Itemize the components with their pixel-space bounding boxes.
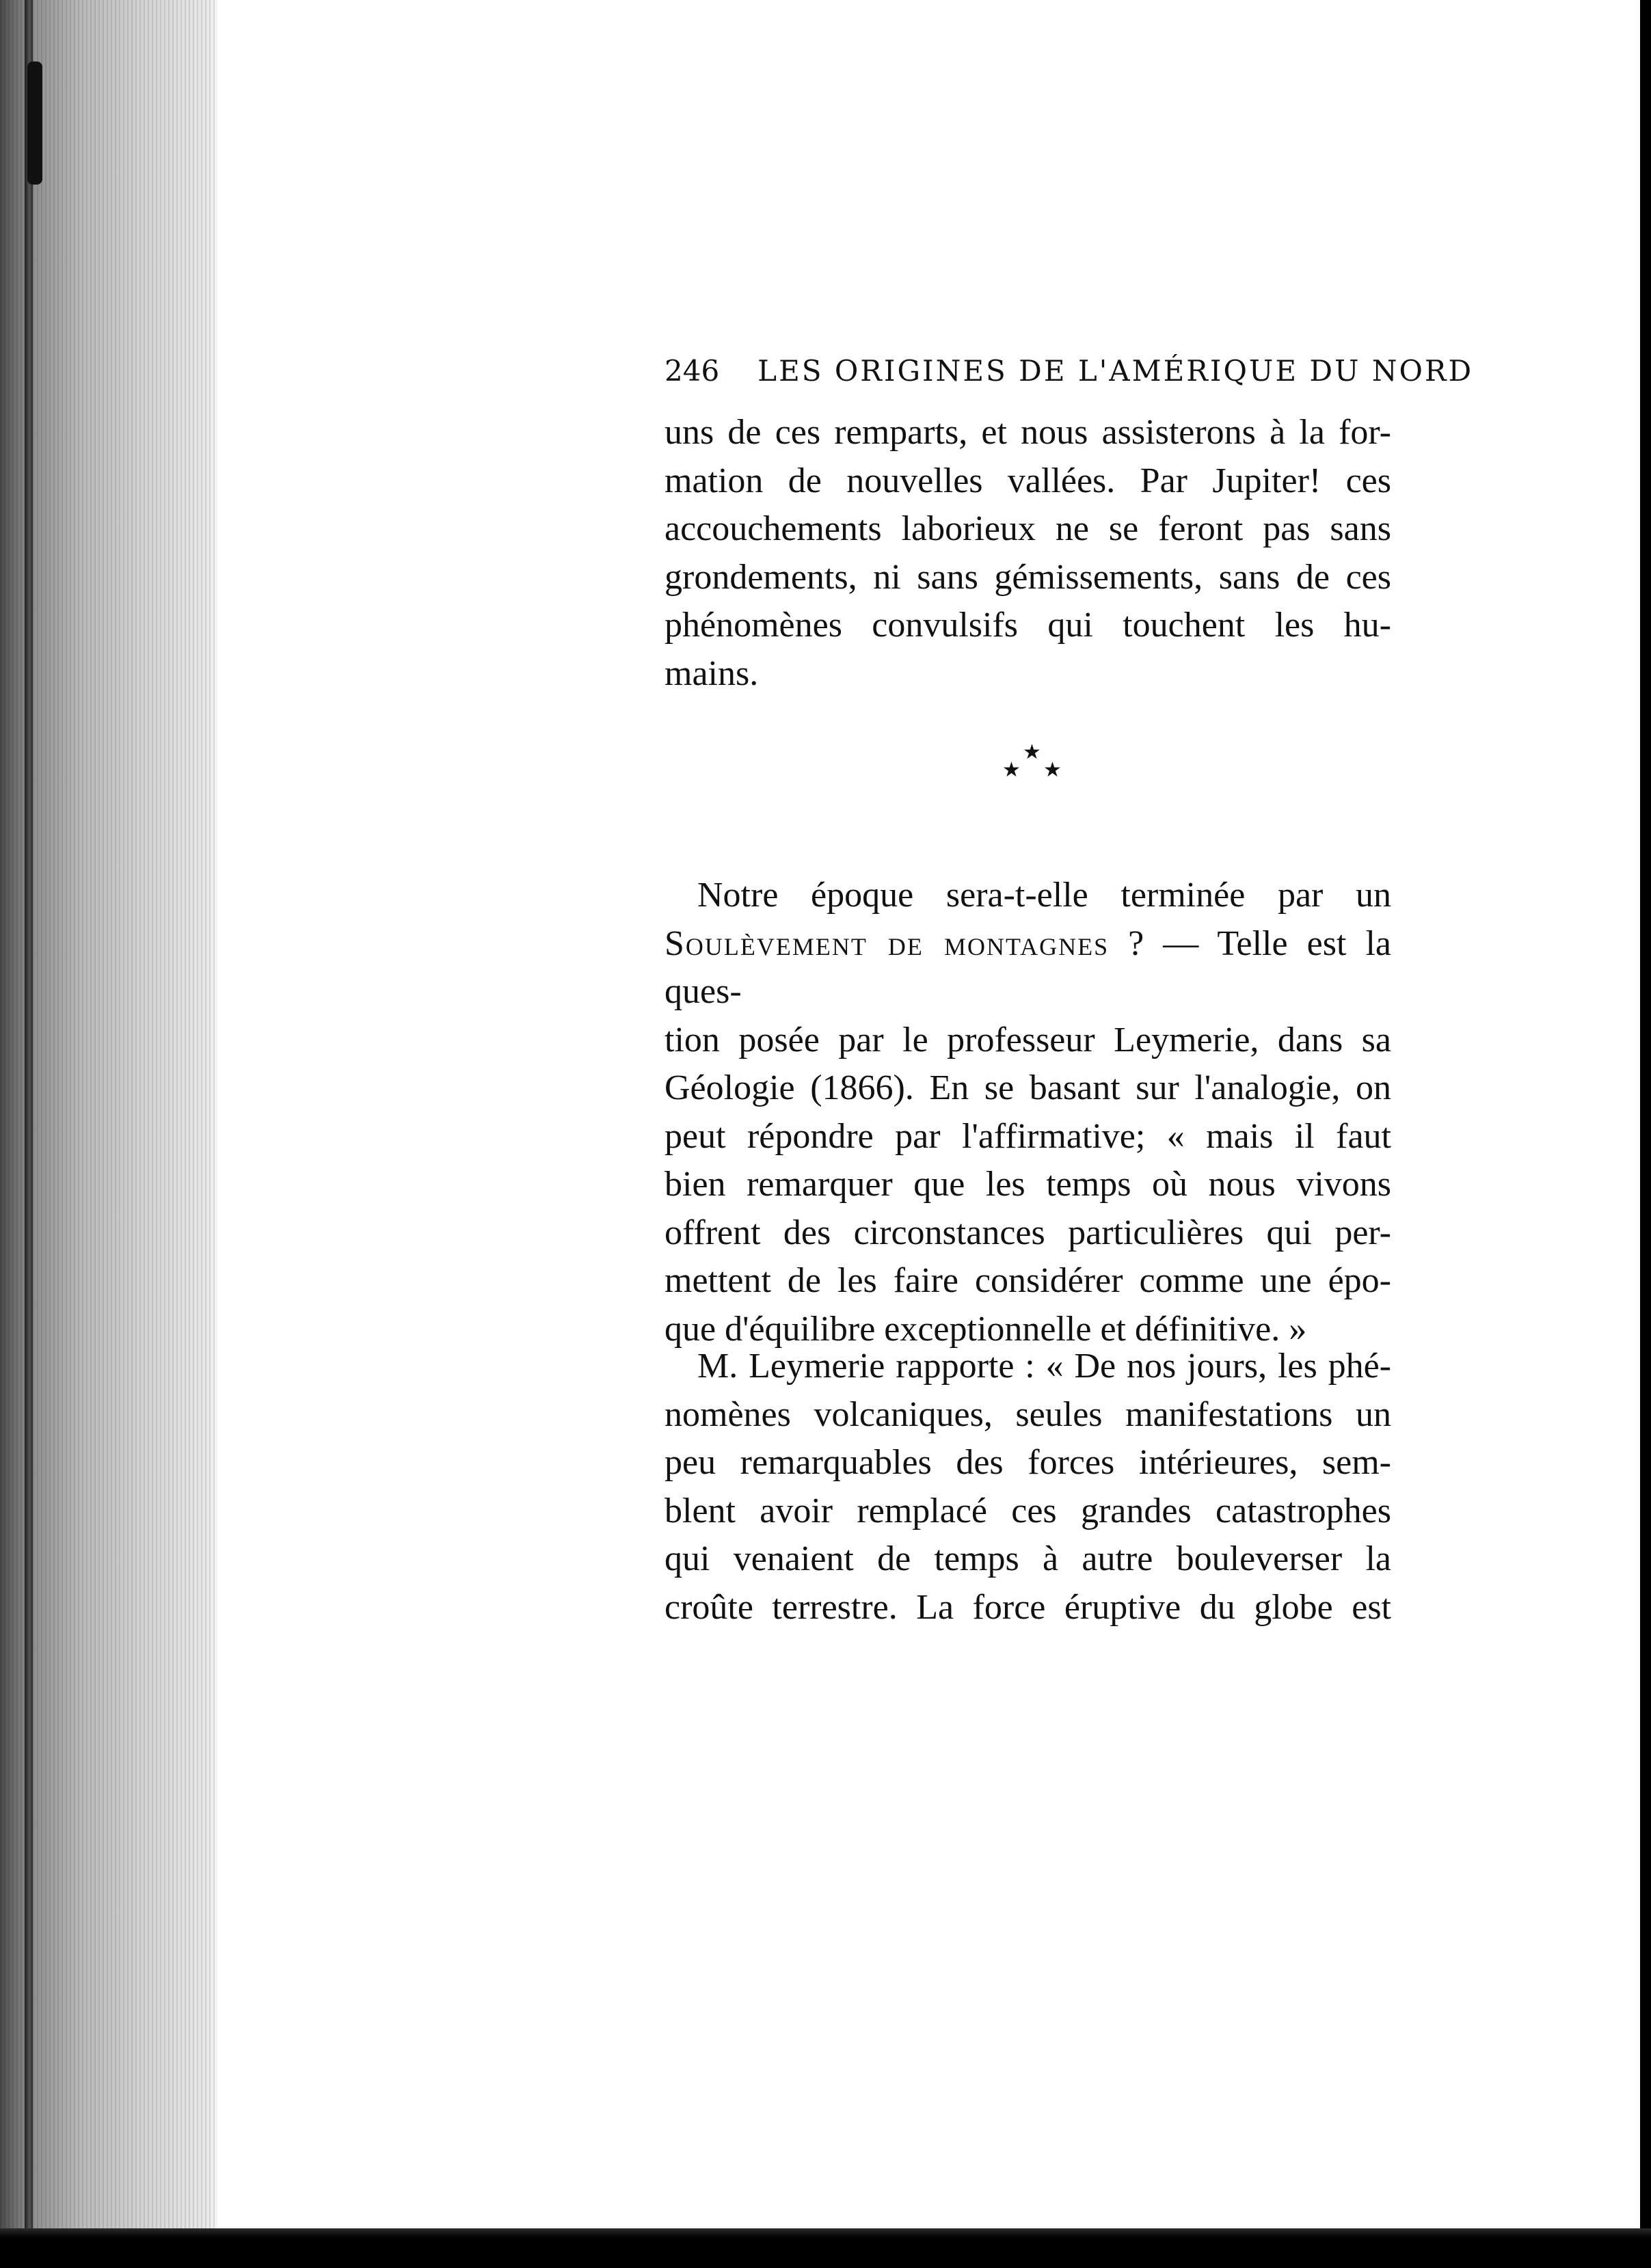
running-head-title: LES ORIGINES DE L'AMÉRIQUE DU NORD <box>757 354 1474 388</box>
text-line: accouchements laborieux ne se feront pas sans <box>665 509 1391 548</box>
small-caps-phrase: Soulèvement de montagnes <box>665 923 1110 963</box>
text-line: Soulèvement de montagnes ? — Telle est la ques- <box>665 923 1391 1011</box>
text-line: phénomènes convulsifs qui touchent les hu- <box>665 606 1391 645</box>
page-number: 246 <box>665 354 720 388</box>
text-line: blent avoir remplacé ces grandes catastrophes <box>665 1491 1391 1530</box>
text-line: uns de ces remparts, et nous assisterons à la for- <box>665 413 1391 452</box>
star-icon: ★ <box>1023 740 1041 764</box>
paragraph-1 <box>665 409 1391 698</box>
text-line: Géologie (1866). En se basant sur l'analogie, on <box>665 1068 1391 1107</box>
text-line: mains. <box>665 653 759 693</box>
book-spine-shadow <box>25 0 33 2268</box>
right-scan-border <box>1640 0 1651 2235</box>
text-line: peut répondre par l'affirmative; « mais il faut <box>665 1116 1391 1156</box>
edge-mark <box>27 62 42 185</box>
text-line: tion posée par le professeur Leymerie, dans sa <box>665 1020 1391 1059</box>
star-icon: ★ <box>1043 758 1062 782</box>
paragraph-3 <box>665 1342 1391 1632</box>
text-line: croûte terrestre. La force éruptive du globe est <box>665 1587 1391 1627</box>
star-icon: ★ <box>1002 758 1021 782</box>
text-line: offrent des circonstances particulières qui per- <box>665 1213 1391 1252</box>
text-line: M. Leymerie rapporte : « De nos jours, les phé- <box>697 1347 1391 1386</box>
text-line: mettent de les faire considérer comme une épo- <box>665 1261 1391 1300</box>
text-line: peu remarquables des forces intérieures, sem- <box>665 1443 1391 1482</box>
text-line: mation de nouvelles vallées. Par Jupiter! ces <box>665 461 1391 500</box>
text-line: qui venaient de temps à autre bouleverser la <box>665 1539 1391 1578</box>
running-head <box>665 354 1474 388</box>
paragraph-2 <box>665 872 1391 1353</box>
text-line: grondements, ni sans gémissements, sans de ces <box>665 557 1391 597</box>
text-line: bien remarquer que les temps où nous vivons <box>665 1165 1391 1204</box>
section-break-asterism <box>991 738 1073 793</box>
text-line: nomènes volcaniques, seules manifestations un <box>665 1394 1391 1434</box>
text-line: que d'équilibre exceptionnelle et définitive. » <box>665 1309 1307 1349</box>
bottom-scan-border <box>0 2228 1651 2268</box>
text-line: Notre époque sera-t-elle terminée par un <box>697 876 1391 915</box>
